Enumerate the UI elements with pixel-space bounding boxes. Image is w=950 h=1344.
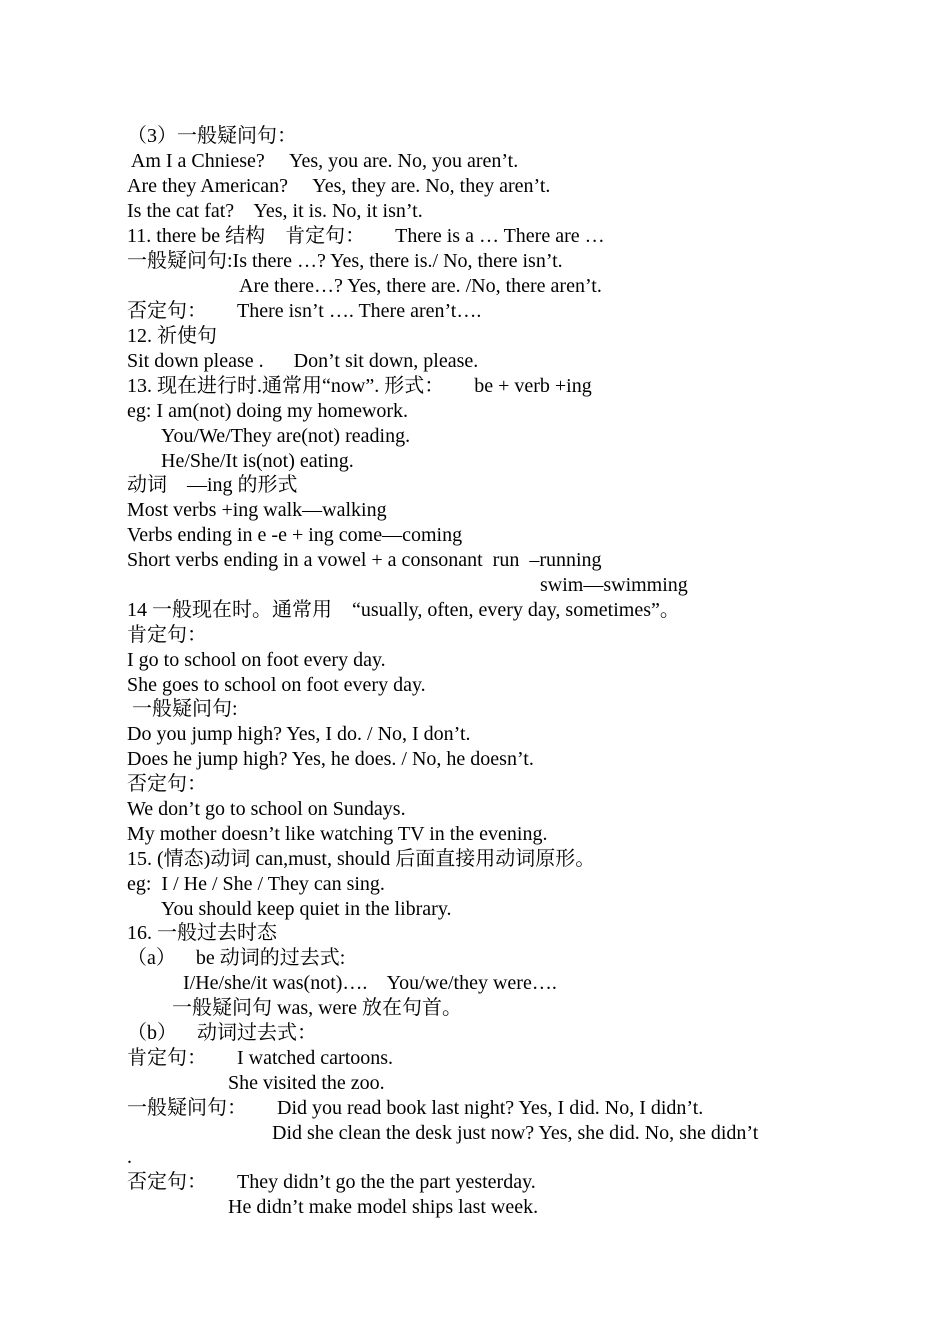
text-line: 否定句：	[127, 773, 207, 795]
text-line: 一般疑问句:	[127, 698, 238, 720]
text-line: Is the cat fat? Yes, it is. No, it isn’t.	[127, 200, 423, 222]
text-line: 一般疑问句 was, were 放在句首。	[172, 997, 462, 1019]
text-line: He/She/It is(not) eating.	[161, 450, 354, 472]
text-line: We don’t go to school on Sundays.	[127, 798, 406, 820]
text-line: eg: I am(not) doing my homework.	[127, 400, 409, 422]
text-line: Most verbs +ing walk—walking	[127, 499, 387, 521]
text-line: I go to school on foot every day.	[127, 649, 386, 671]
text-line: （a） be 动词的过去式:	[127, 947, 346, 969]
text-line: Does he jump high? Yes, he does. / No, he doesn’t.	[127, 748, 534, 770]
text-line: 肯定句： I watched cartoons.	[127, 1047, 394, 1069]
text-line: Do you jump high? Yes, I do. / No, I don’t.	[127, 723, 471, 745]
text-line: Verbs ending in e -e + ing come—coming	[127, 524, 463, 546]
text-line: 否定句： They didn’t go the the part yesterday.	[127, 1171, 536, 1193]
text-line: .	[127, 1146, 132, 1168]
text-line: 11. there be 结构 肯定句： There is a … There are …	[127, 225, 605, 247]
text-line: 否定句： There isn’t …. There aren’t….	[127, 300, 482, 322]
text-line: 动词 —ing 的形式	[127, 474, 298, 496]
text-line: You/We/They are(not) reading.	[161, 425, 411, 447]
text-line: eg: I / He / She / They can sing.	[127, 873, 385, 895]
text-line: Short verbs ending in a vowel + a consonant run –running	[127, 549, 602, 571]
text-line: Are they American? Yes, they are. No, they aren’t.	[127, 175, 551, 197]
text-line: 15. (情态)动词 can,must, should 后面直接用动词原形。	[127, 848, 596, 870]
text-line: （3）一般疑问句：	[127, 125, 297, 147]
text-line: 14 一般现在时。通常用 “usually, often, every day, sometimes”。	[127, 599, 680, 621]
text-line: 13. 现在进行时.通常用“now”. 形式： be + verb +ing	[127, 375, 592, 397]
text-line: （b） 动词过去式：	[127, 1022, 317, 1044]
text-line: Did she clean the desk just now? Yes, she did. No, she didn’t	[272, 1122, 759, 1144]
text-line: She visited the zoo.	[228, 1072, 385, 1094]
text-line: swim—swimming	[540, 574, 688, 596]
text-line: I/He/she/it was(not)…. You/we/they were….	[183, 972, 557, 994]
text-line: Are there…? Yes, there are. /No, there aren’t.	[239, 275, 602, 297]
text-line: 一般疑问句： Did you read book last night? Yes, I did. No, I didn’t.	[127, 1097, 704, 1119]
text-line: You should keep quiet in the library.	[161, 898, 452, 920]
text-line: 16. 一般过去时态	[127, 922, 277, 944]
text-line: Sit down please . Don’t sit down, please.	[127, 350, 479, 372]
text-line: 12. 祈使句	[127, 325, 217, 347]
text-line: Am I a Chniese? Yes, you are. No, you aren’t.	[127, 150, 519, 172]
text-line: He didn’t make model ships last week.	[228, 1196, 539, 1218]
text-line: My mother doesn’t like watching TV in the evening.	[127, 823, 548, 845]
text-line: 肯定句：	[127, 624, 207, 646]
text-line: 一般疑问句:Is there …? Yes, there is./ No, there isn’t.	[127, 250, 563, 272]
text-line: She goes to school on foot every day.	[127, 674, 426, 696]
